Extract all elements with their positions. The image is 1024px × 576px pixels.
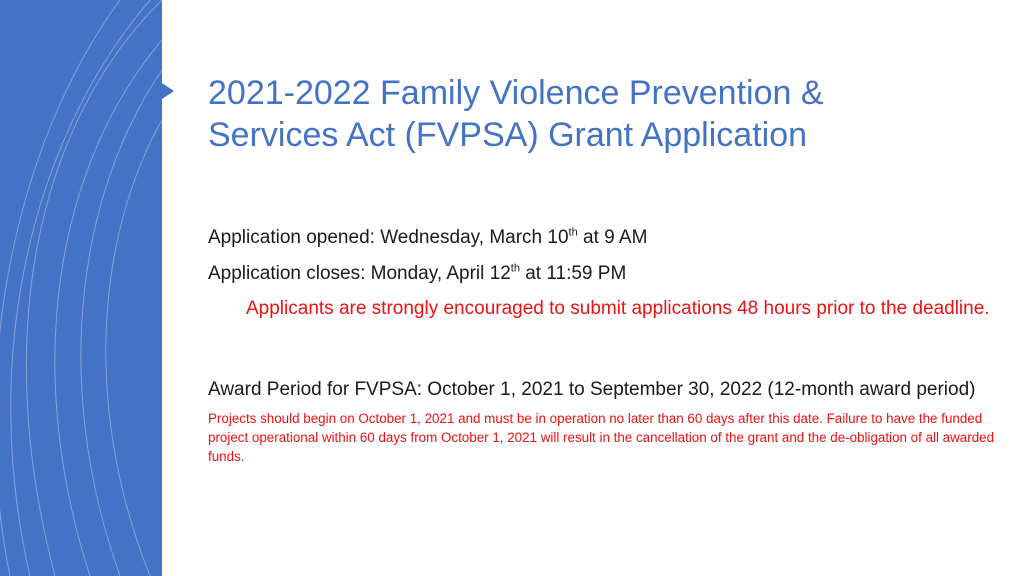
slide-title-line-1: 2021-2022 Family Violence Prevention & — [208, 74, 824, 112]
application-opened-text: Application opened: Wednesday, March 10 — [208, 227, 569, 248]
title-marker — [162, 83, 174, 99]
application-opened — [208, 226, 1004, 250]
application-closes-time: at 11:59 PM — [519, 263, 627, 284]
submission-warning: Applicants are strongly encouraged to submit applications 48 hours prior to the deadline. — [246, 298, 990, 319]
application-closes — [208, 262, 1004, 286]
application-opened-time: at 9 AM — [577, 227, 648, 248]
decorative-side-panel — [0, 0, 162, 576]
award-period-note: Projects should begin on October 1, 2021 and must be in operation no later than 60 days after this date. Failure to have the funded project operational within 60 days from October 1, 2021 will result in the cancellation of the grant and the de-obligation of all awarded funds. — [208, 411, 995, 464]
slide-title — [208, 72, 988, 156]
application-closes-ordinal: th — [510, 262, 520, 275]
application-closes-text: Application closes: Monday, April 12 — [208, 263, 511, 284]
decorative-arcs — [0, 0, 162, 576]
slide-content — [208, 226, 1004, 466]
award-period: Award Period for FVPSA: October 1, 2021 to September 30, 2022 (12-month award period) — [208, 379, 976, 400]
application-opened-ordinal: th — [568, 226, 578, 239]
slide-title-line-2: Services Act (FVPSA) Grant Application — [208, 116, 808, 154]
